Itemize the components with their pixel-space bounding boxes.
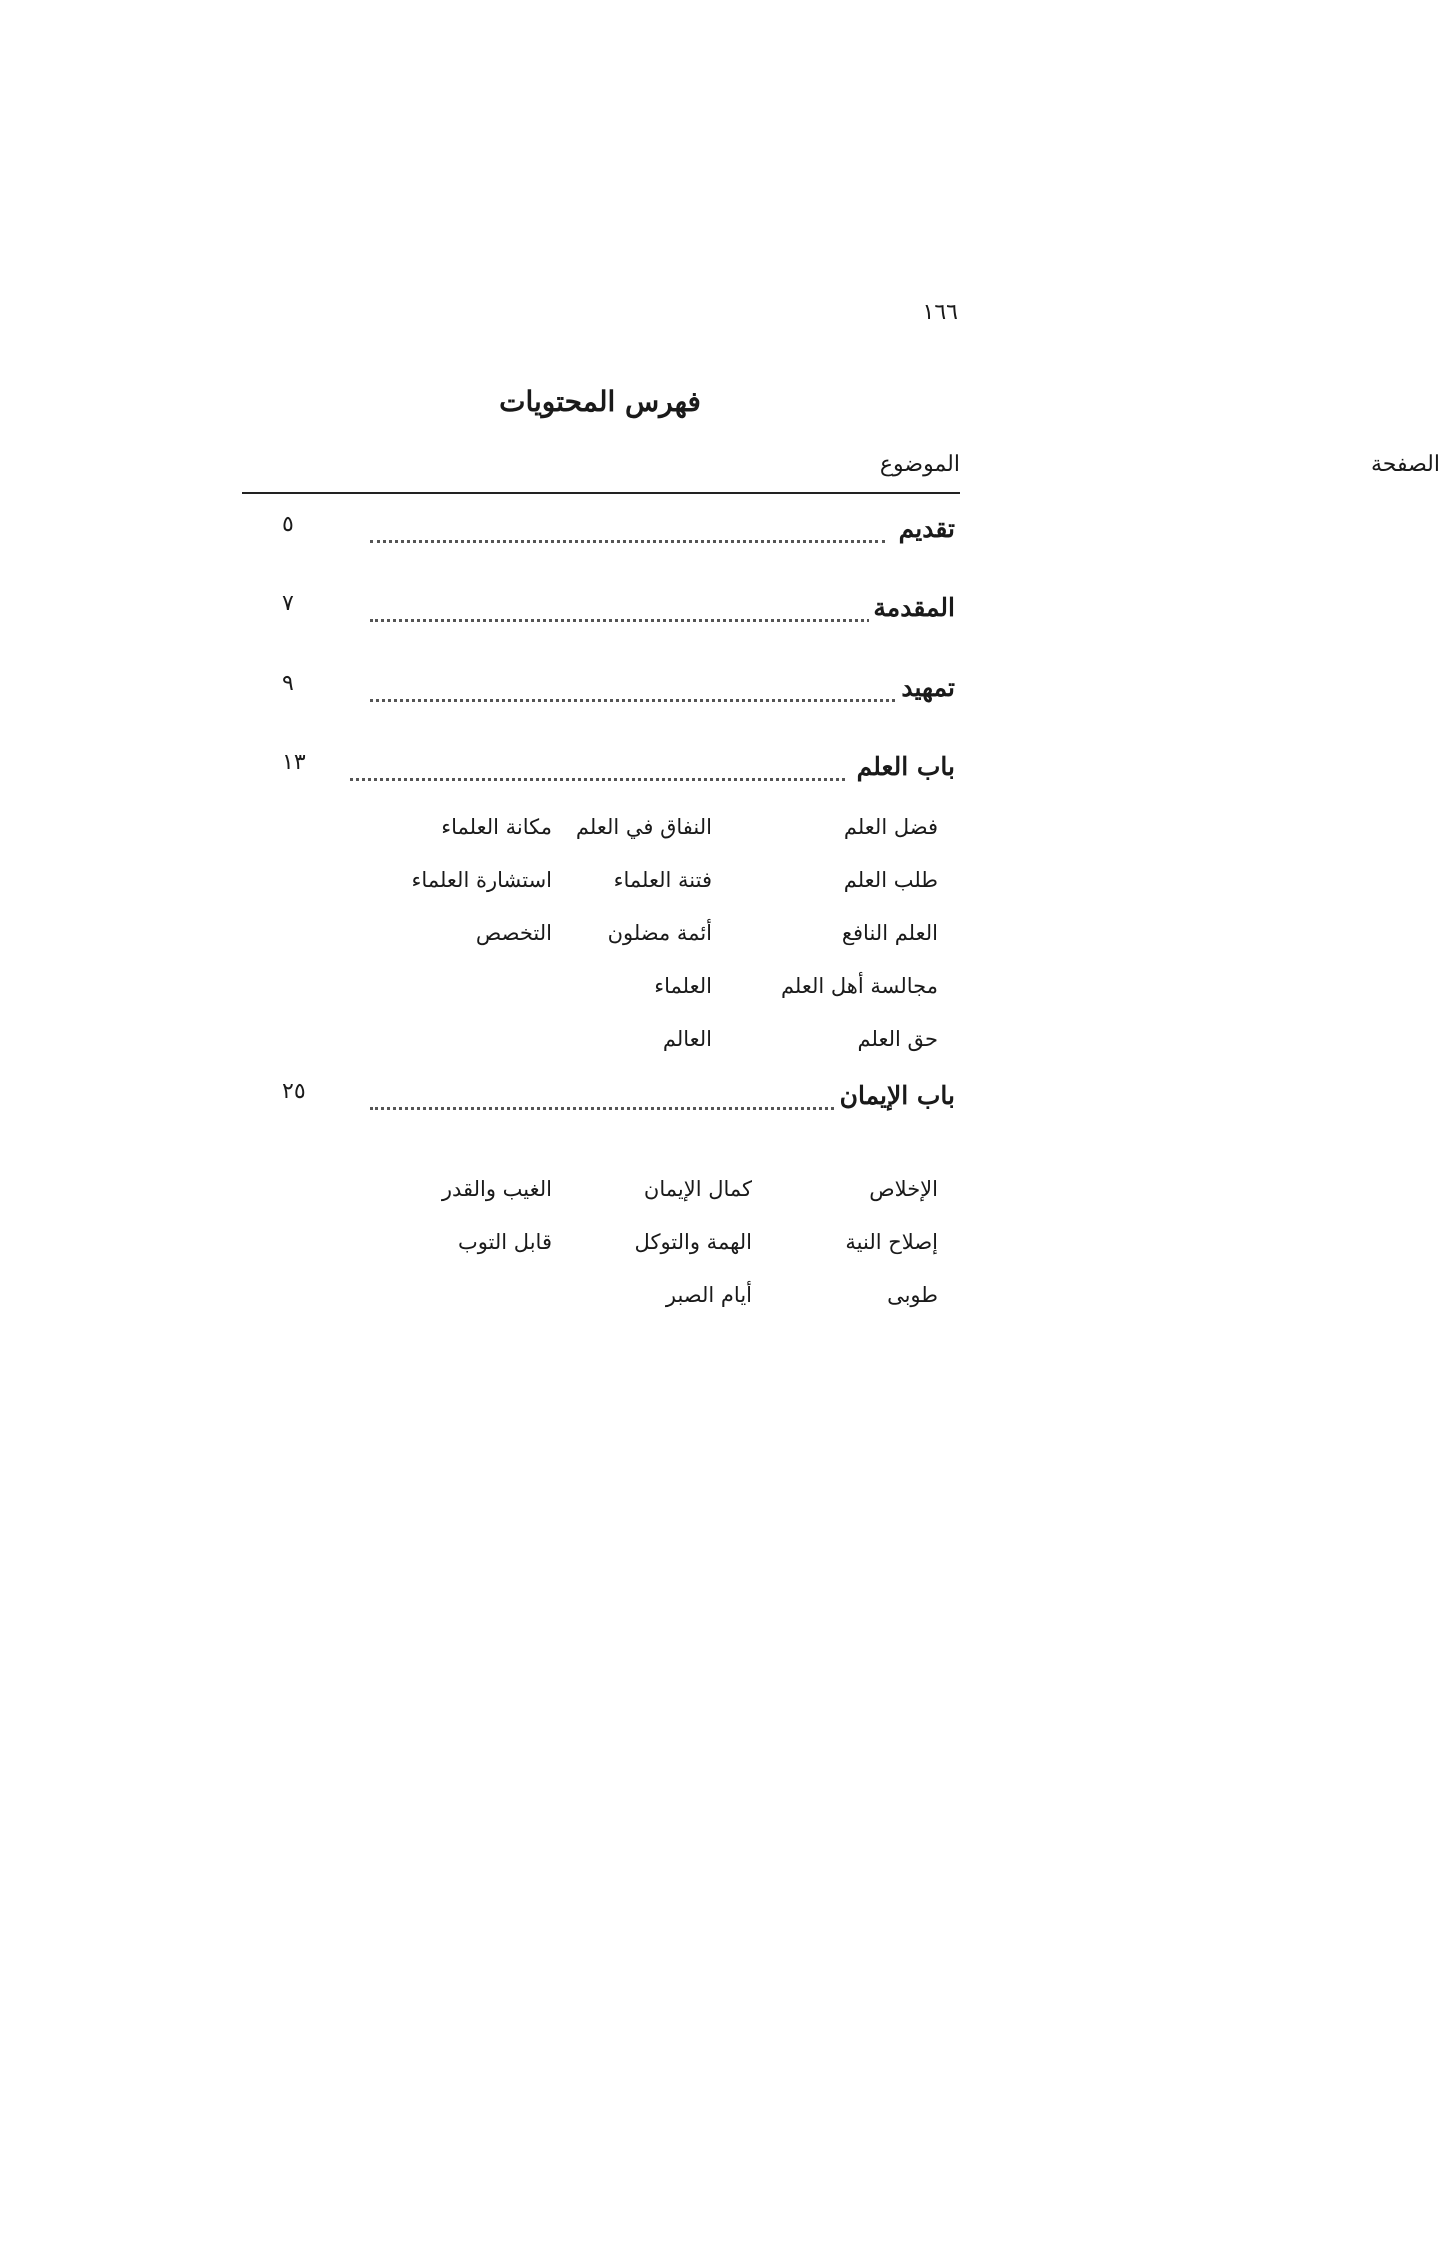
subtopic: قابل التوب: [457, 1230, 552, 1254]
entry-label: باب الإيمان: [836, 1081, 955, 1110]
entry-page: ٩: [282, 671, 294, 696]
subtopic: الهمة والتوكل: [634, 1230, 752, 1254]
dot-leader: [370, 619, 875, 622]
dot-leader: [370, 1107, 845, 1110]
subtopic: فتنة العلماء: [613, 868, 712, 892]
entry-label: تمهيد: [897, 673, 955, 702]
entry-page: ١٣: [282, 750, 306, 775]
subtopic: استشارة العلماء: [411, 868, 552, 892]
subtopic: أئمة مضلون: [607, 921, 712, 945]
subtopic: العالم: [662, 1027, 712, 1051]
dot-leader: [370, 540, 885, 543]
subtopic: الغيب والقدر: [441, 1177, 552, 1201]
subtopic: مكانة العلماء: [441, 815, 552, 839]
subtopic: طوبى: [887, 1283, 938, 1307]
subtopic: حق العلم: [857, 1027, 938, 1051]
dot-leader: [350, 778, 845, 781]
subtopic: النفاق في العلم: [575, 815, 712, 839]
toc-entry-prelude: [240, 673, 955, 713]
toc-entry-preface: [240, 593, 955, 633]
subtopic: مجالسة أهل العلم: [780, 974, 938, 998]
entry-page: ٢٥: [282, 1079, 306, 1104]
entry-label: تقديم: [895, 514, 955, 543]
topic-column-header: الموضوع: [879, 452, 960, 477]
toc-entry-intro: [240, 514, 955, 554]
subtopic: العلماء: [654, 974, 712, 998]
subtopic: العلم النافع: [841, 921, 938, 945]
subtopic: الإخلاص: [869, 1177, 938, 1201]
subtopic: أيام الصبر: [665, 1283, 752, 1307]
subtopic: فضل العلم: [843, 815, 938, 839]
page-number: ١٦٦: [922, 300, 958, 325]
toc-entry-knowledge: [240, 752, 955, 792]
entry-page: ٥: [282, 512, 294, 537]
page-column-header: الصفحة: [1370, 452, 1440, 477]
subtopic: كمال الإيمان: [643, 1177, 752, 1201]
toc-entry-faith: [240, 1081, 955, 1121]
header-divider: [242, 492, 960, 494]
entry-label: المقدمة: [869, 593, 955, 622]
subtopic: إصلاح النية: [845, 1230, 938, 1254]
dot-leader: [370, 699, 895, 702]
entry-label: باب العلم: [853, 752, 955, 781]
subtopic: التخصص: [475, 921, 552, 945]
page-title: فهرس المحتويات: [499, 385, 701, 418]
entry-page: ٧: [282, 591, 294, 616]
subtopic: طلب العلم: [843, 868, 938, 892]
